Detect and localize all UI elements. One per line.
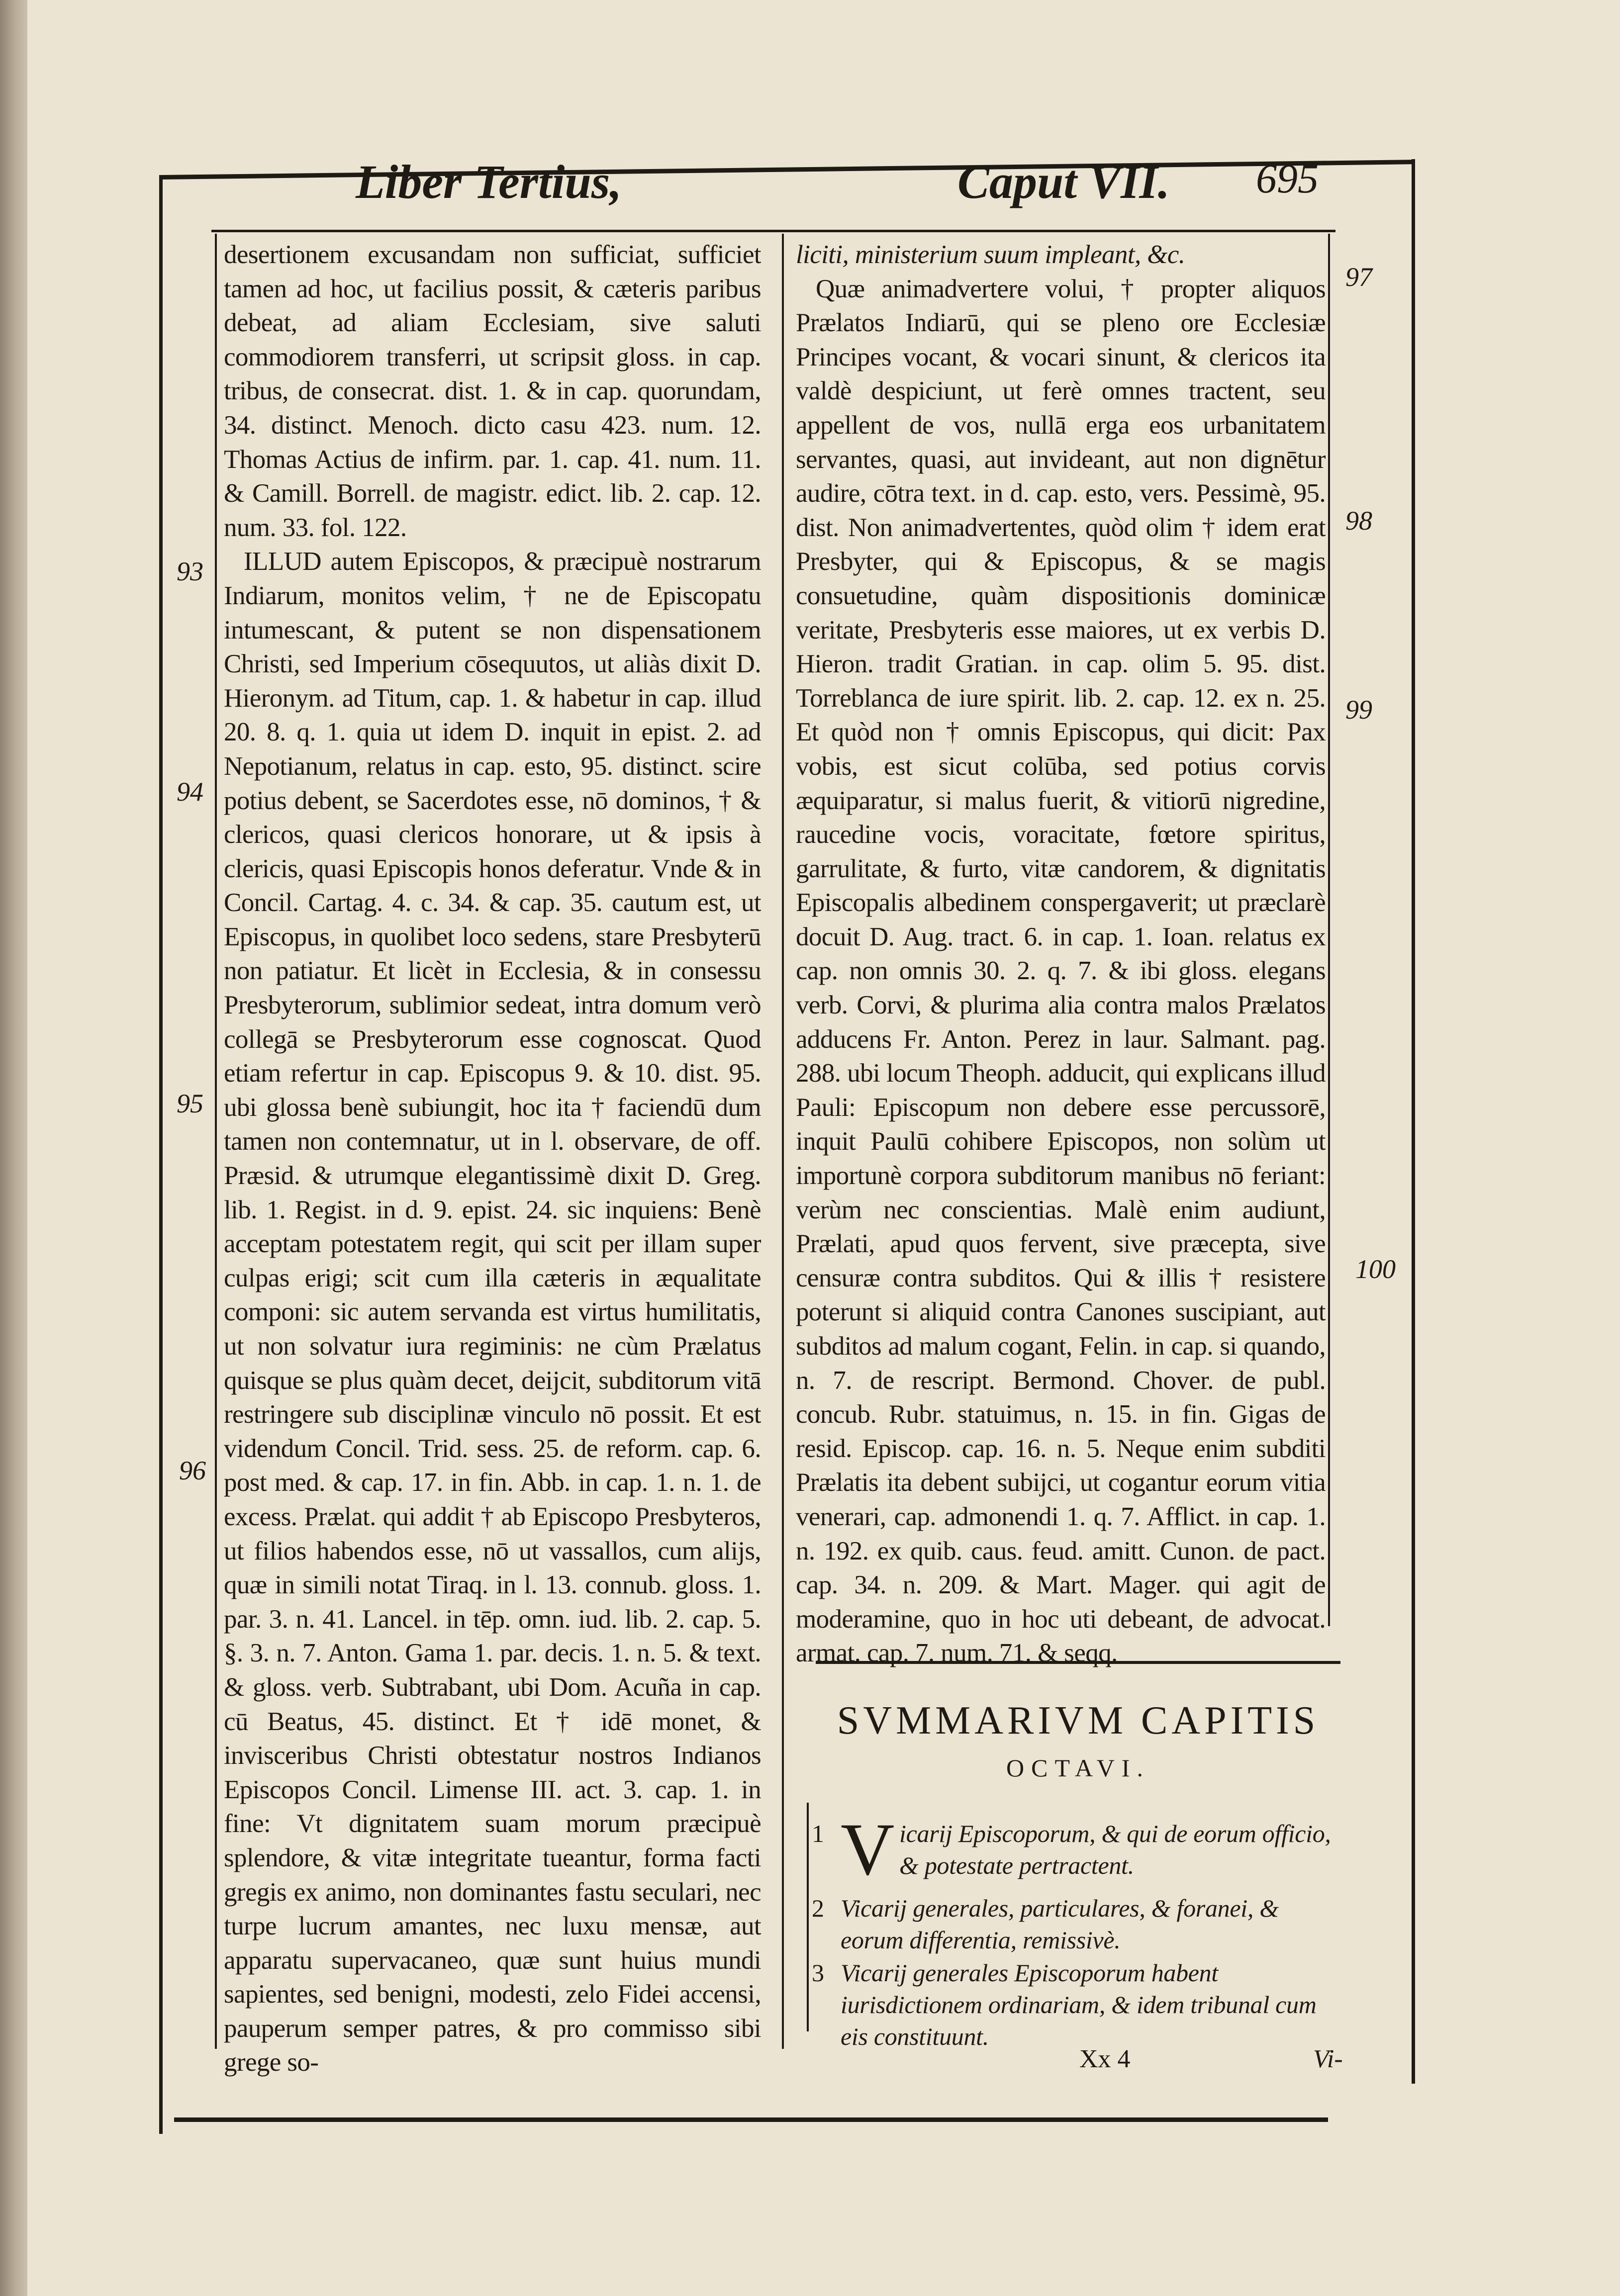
margin-number-96: 96 (179, 1456, 206, 1485)
header-rule (211, 230, 1335, 232)
running-head-book: Liber Tertius, (356, 155, 622, 208)
frame-right-rule (1412, 159, 1415, 2084)
column-left-border (215, 234, 217, 2049)
running-head-chapter: Caput VII. (957, 155, 1170, 208)
signature-mark: Xx 4 (1079, 2045, 1131, 2073)
summary-item-number: 2 (812, 1894, 824, 1922)
left-paragraph-2: ILLUD autem Episcopos, & præcipuè nostrarum Indiarum, monitos velim, † ne de Episcopatu intumescant, & putent se non dispensationem Christi, sed Imperium cōsequutos, ut aliàs dixit D. Hieronym. ad Titum, cap. 1. & habetur in cap. illud 20. 8. q. 1. quia ut idem D. inquit in epist. 2. ad Nepotianum, relatus in cap. esto, 95. distinct. scire potius debent, se Sacerdotes esse, nō dominos, † & clericos, quasi clericos honorare, ut & ipsis à clericis, quasi Episcopis honos deferatur. Vnde & in Concil. Cartag. 4. c. 34. & cap. 35. cautum est, ut Episcopus, in quolibet loco sedens, stare Presbyterū non patiatur. Et licèt in Ecclesia, & in consessu Presbyterorum, sublimior sedeat, intra domum verò collegā se Presbyterorum esse cognoscat. Quod etiam refertur in cap. Episcopus 9. & 10. dist. 95. ubi glossa benè subiungit, hoc ita † faciendū dum tamen non contemnatur, ut in l. observare, de off. Præsid. & utrumque elegantissimè dixit D. Greg. lib. 1. Regist. in d. 9. epist. 24. sic inquiens: Benè acceptam potestatem regit, qui scit per illam super culpas erigi; scit cum illa cæteris in æqualitate componi: sic autem servanda est virtus humilitatis, ut non solvatur iura regiminis: ne cùm Prælatus quisque se plus quàm decet, deijcit, subditorum vitā restringere sub disciplinæ vinculo nō possit. Et est videndum Concil. Trid. sess. 25. de reform. cap. 6. post med. & cap. 17. in fin. Abb. in cap. 1. n. 1. de excess. Prælat. qui addit † ab Episcopo Presbyteros, ut filios habendos esse, nō ut vassallos, cum alijs, quæ in simili notat Tiraq. in l. 13. connub. gloss. 1. par. 3. n. 41. Lancel. in tēp. omn. iud. lib. 2. cap. 5. §. 3. n. 7. Anton. Gama 1. par. decis. 1. n. 5. & text. & gloss. verb. Subtrabant, ubi Dom. Acuña in cap. cū Beatus, 45. distinct. Et † idē monet, & invisceribus Christi obtestatur nostros Indianos Episcopos Concil. Limense III. act. 3. cap. 1. in fine: Vt dignitatem suam morum præcipuè splendore, & vitæ integritate tueantur, forma facti gregis ex animo, non dominantes fastu seculari, nec turpe lucrum amantes, nec luxu mensæ, aut apparatu supervacaneo, quæ sunt huius mundi sapientes, sed benigni, modesti, zelo Fidei accensi, pauperum semper patres, & pro commisso sibi grege so- (224, 547, 761, 2077)
margin-number-99: 99 (1345, 695, 1372, 725)
right-paragraph-2: Quæ animadvertere volui, † propter aliquos Prælatos Indiarū, qui se pleno ore Ecclesiæ Principes vocant, & vocari sinunt, & clericos ita valdè despiciunt, ut ferè omnes tractent, seu appellent de vos, nullā erga eos urbanitatem servantes, quasi, aut invideant, aut non dignētur audire, cōtra text. in d. cap. esto, vers. Pessimè, 95. dist. Non animadvertentes, quòd olim † idem erat Presbyter, qui & Episcopus, & se magis consuetudine, quàm dispositionis dominicæ veritate, Presbyteris esse maiores, ut ex verbis D. Hieron. tradit Gratian. in cap. olim 5. 95. dist. Torreblanca de iure spirit. lib. 2. cap. 12. ex n. 25. Et quòd non † omnis Episcopus, qui dicit: Pax vobis, est sicut colūba, sed potius corvis æquiparatur, si malus fuerit, & vitiorū nigredine, raucedine vocis, voracitate, fœtore spiritus, garrulitate, & furto, vitæ candorem, & dignitatis Episcopalis albedinem conspergaverit; ut præclarè docuit D. Aug. tract. 6. in cap. 1. Ioan. relatus ex cap. non omnis 30. 2. q. 7. & ibi gloss. elegans verb. Corvi, & plurima alia contra malos Prælatos adducens Fr. Anton. Perez in laur. Salmant. pag. 288. ubi locum Theoph. adducit, qui explicans illud Pauli: Episcopum non debere esse percussorē, inquit Paulū cohibere Episcopos, non solùm ut importunè corpora subditorum manibus nō feriant: verùm nec conscientias. Malè enim audiunt, Prælati, apud quos fervent, sive præcepta, sive censuræ contra subditos. Qui & illis † resistere poterunt si aliquid contra Canones suscipiant, aut subditos ad malum cogant, Felin. in cap. si quando, n. 7. de rescript. Bermond. Chover. de publ. concub. Rubr. statuimus, n. 15. in fin. Gigas de resid. Episcop. cap. 16. n. 5. Neque enim subditi Prælatis ita debent subijci, ut cogantur eorum vitia venerari, cap. admonendi 1. q. 7. Afflict. in cap. 1. n. 192. ex quib. caus. feud. amitt. Cunon. de pact. cap. 34. n. 209. & Mart. Mager. qui agit de moderamine, quo in hoc uti debeant, de advocat. armat. cap. 7. num. 71. & seqq. (796, 274, 1326, 1668)
summary-subtitle: OCTAVI. (1006, 1754, 1150, 1782)
summary-item-text: icarij Episcoporum, & qui de eorum officio, & potestate pertractent. (899, 1820, 1331, 1879)
summary-title: SVMMARIVM CAPITIS (837, 1699, 1320, 1743)
page-number: 695 (1256, 156, 1319, 202)
margin-number-94: 94 (177, 777, 203, 807)
summary-item-3 (812, 1957, 1340, 2052)
right-paragraph-1: liciti, ministerium suum impleant, &c. (796, 240, 1185, 269)
summary-item-text: Vicarij generales, particulares, & foranei, & eorum differentia, remissivè. (841, 1894, 1279, 1954)
margin-number-95: 95 (177, 1089, 203, 1118)
summary-item-number: 1 (812, 1820, 824, 1847)
margin-number-93: 93 (177, 556, 203, 586)
frame-left-rule (159, 177, 163, 2134)
left-paragraph-1: desertionem excusandam non sufficiat, sufficiet tamen ad hoc, ut facilius possit, & cæteris paribus debeat, ad aliam Ecclesiam, sive saluti commodiorem transferri, ut scripsit gloss. in cap. tribus, de consecrat. dist. 1. & in cap. quorundam, 34. distinct. Menoch. dicto casu 423. num. 12. Thomas Actius de infirm. par. 1. cap. 41. num. 11. & Camill. Borrell. de magistr. edict. lib. 2. cap. 12. num. 33. fol. 122. (224, 240, 761, 542)
summary-item-2 (812, 1892, 1340, 1956)
frame-bottom-rule (174, 2117, 1328, 2122)
column-divider (782, 234, 784, 2049)
summary-item-1 (812, 1808, 1340, 1891)
margin-number-97: 97 (1345, 262, 1372, 292)
column-right-border (1328, 234, 1330, 1626)
drop-capital: V (841, 1808, 895, 1891)
right-column-text (796, 238, 1326, 1670)
summary-left-border (807, 1803, 809, 2031)
left-column-text (224, 238, 761, 2078)
summary-item-text: Vicarij generales Episcoporum habent iurisdictionem ordinariam, & idem tribunal cum eis constituunt. (841, 1959, 1317, 2050)
margin-number-98: 98 (1345, 506, 1372, 536)
summary-item-number: 3 (812, 1959, 824, 1987)
margin-number-100: 100 (1355, 1254, 1396, 1284)
catchword: Vi- (1313, 2045, 1343, 2073)
